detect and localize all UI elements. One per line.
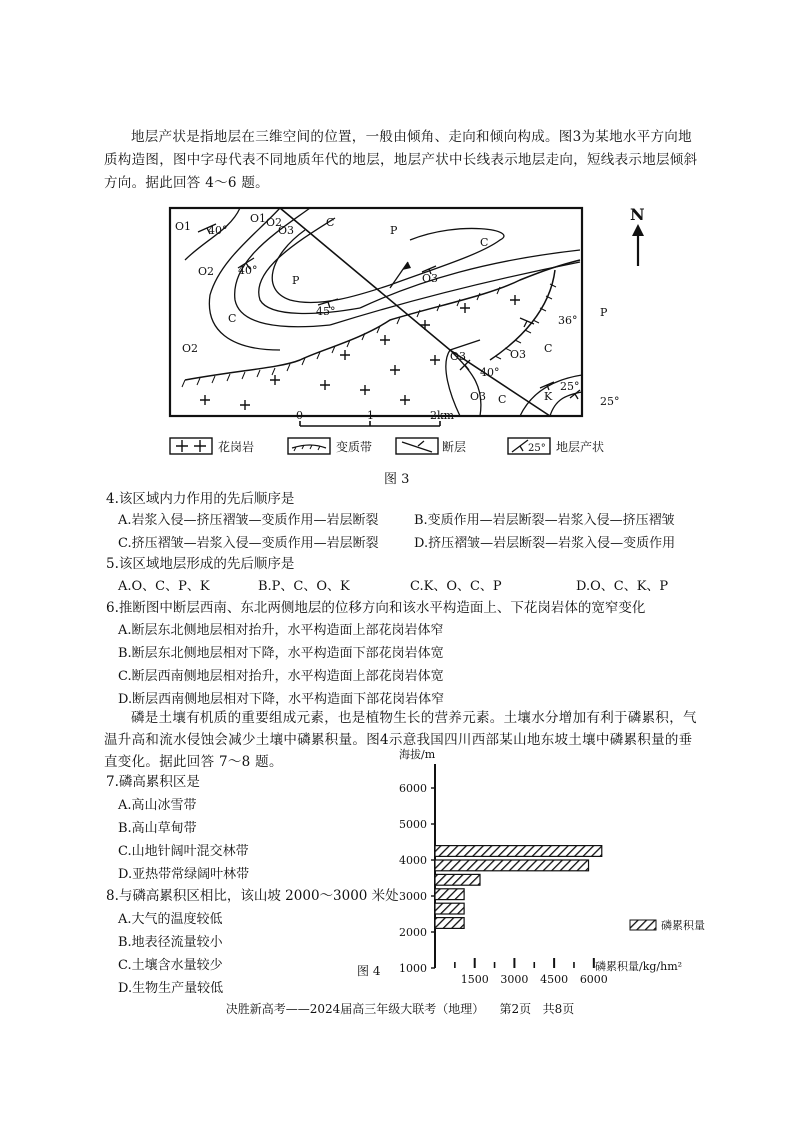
legend-metamorphic: 变质带 <box>336 440 373 454</box>
y-tick-label: 6000 <box>399 782 427 795</box>
intro-paragraph-1: 地层产状是指地层在三维空间的位置，一般由倾角、走向和倾向构成。图3为某地水平方向地质构造图，图中字母代表不同地质年代的地层，地层产状中长线表示地层走向，短线表示地层倾斜方向。据此回答 4～6 题。 <box>104 129 698 191</box>
figure-3-caption: 图 3 <box>384 472 410 487</box>
stratum-label: C <box>326 216 335 229</box>
scale-label-1: 1 <box>367 409 374 422</box>
figure-3-legend <box>170 438 604 454</box>
stratum-label: O3 <box>450 350 467 363</box>
x-tick-label: 3000 <box>500 973 529 986</box>
legend-attitude-sample: 25° <box>528 443 546 454</box>
bar <box>435 874 480 885</box>
q6-option-b: B.断层东北侧地层相对下降，水平构造面下部花岗岩体宽 <box>118 646 444 661</box>
figure-4-caption: 图 4 <box>357 964 381 978</box>
bar <box>435 846 602 857</box>
scale-label-2: 2km <box>430 409 455 422</box>
intro-paragraph-2: 磷是土壤有机质的重要组成元素，也是植物生长的营养元素。土壤水分增加有利于磷累积，气温升高和流水侵蚀会减少土壤中磷累积量。图4示意我国四川西部某山地东坡土壤中磷累积量的垂直变化。据此回答 7～8 题。 <box>104 710 697 770</box>
stratum-label: P <box>390 224 398 237</box>
y-tick-label: 3000 <box>399 890 427 903</box>
stratum-label: O3 <box>278 224 295 237</box>
bar <box>435 860 589 871</box>
bar <box>435 903 464 914</box>
stratum-label: O3 <box>470 390 487 403</box>
q5-option-b: B.P、C、O、K <box>258 579 350 594</box>
bar <box>435 918 464 929</box>
q8-option-a: A.大气的温度较低 <box>118 912 223 927</box>
stratum-label: C <box>544 342 553 355</box>
x-tick-label: 6000 <box>579 973 608 986</box>
x-tick-label: 4500 <box>540 973 569 986</box>
stratum-label: K <box>544 390 553 403</box>
dip-label: 36° <box>558 314 578 327</box>
stratum-label: C <box>228 312 237 325</box>
q4-option-b: B.变质作用—岩层断裂—岩浆入侵—挤压褶皱 <box>414 513 675 528</box>
q5-option-a: A.O、C、P、K <box>118 579 210 594</box>
stratum-label: O3 <box>422 272 439 285</box>
y-tick-label: 5000 <box>399 818 427 831</box>
stratum-label: P <box>292 274 300 287</box>
q6-stem: 6.推断图中断层西南、东北两侧地层的位移方向和该水平构造面上、下花岗岩体的宽窄变化 <box>106 600 646 616</box>
dip-label: 40° <box>480 366 500 379</box>
q6-option-a: A.断层东北侧地层相对抬升，水平构造面上部花岗岩体窄 <box>118 623 444 638</box>
stratum-label: O2 <box>182 342 199 355</box>
q7-option-b: B.高山草甸带 <box>118 821 197 836</box>
figure-3-geologic-map <box>160 200 680 462</box>
north-label: N <box>630 205 645 224</box>
q8-option-b: B.地表径流量较小 <box>118 935 223 950</box>
q5-option-d: D.O、C、K、P <box>576 579 669 594</box>
y-tick-label: 1000 <box>399 962 427 975</box>
dip-label: 45° <box>316 305 336 318</box>
legend-label: 磷累积量 <box>661 919 705 932</box>
stratum-label: O2 <box>266 216 283 229</box>
dip-label: 40° <box>238 264 258 277</box>
q4-stem: 4.该区域内力作用的先后顺序是 <box>106 491 295 507</box>
x-tick-label: 1500 <box>460 973 489 986</box>
q7-option-c: C.山地针阔叶混交林带 <box>118 844 249 859</box>
dip-label: 40° <box>208 224 228 237</box>
page-footer: 决胜新高考——2024届高三年级大联考（地理） 第2页 共8页 <box>225 1002 575 1016</box>
scale-label-0: 0 <box>296 409 303 422</box>
dip-label: 25° <box>560 380 580 393</box>
q4-option-a: A.岩浆入侵—挤压褶皱—变质作用—岩层断裂 <box>118 513 379 528</box>
stratum-label: O1 <box>250 212 267 225</box>
legend-attitude: 地层产状 <box>556 440 605 454</box>
q4-option-d: D.挤压褶皱—岩层断裂—岩浆入侵—变质作用 <box>414 536 676 551</box>
stratum-label: O2 <box>198 265 215 278</box>
figure-4-chart <box>385 748 725 994</box>
y-tick-label: 4000 <box>399 854 427 867</box>
bar <box>435 889 464 900</box>
legend-swatch <box>630 920 656 930</box>
y-axis-label: 海拔/m <box>399 748 436 761</box>
q8-option-c: C.土壤含水量较少 <box>118 958 223 973</box>
legend-fault: 断层 <box>442 440 467 454</box>
y-tick-label: 2000 <box>399 926 427 939</box>
q7-stem: 7.磷高累积区是 <box>106 774 200 790</box>
q6-option-c: C.断层西南侧地层相对抬升，水平构造面上部花岗岩体宽 <box>118 669 444 684</box>
q7-option-a: A.高山冰雪带 <box>118 798 197 813</box>
x-axis-label: 磷累积量/kg/hm² <box>595 960 683 973</box>
q4-option-c: C.挤压褶皱—岩浆入侵—变质作用—岩层断裂 <box>118 536 379 551</box>
stratum-label: C <box>498 393 507 406</box>
dip-label: 25° <box>600 395 620 408</box>
stratum-label: P <box>600 306 608 319</box>
stratum-label: O3 <box>510 348 527 361</box>
q7-option-d: D.亚热带常绿阔叶林带 <box>118 867 250 882</box>
q8-option-d: D.生物生产量较低 <box>118 981 224 996</box>
q6-option-d: D.断层西南侧地层相对下降，水平构造面下部花岗岩体窄 <box>118 692 445 707</box>
legend-granite: 花岗岩 <box>218 440 255 454</box>
stratum-label: O1 <box>175 220 192 233</box>
stratum-label: C <box>480 236 489 249</box>
q5-option-c: C.K、O、C、P <box>410 579 502 594</box>
q5-stem: 5.该区域地层形成的先后顺序是 <box>106 556 295 572</box>
q8-stem: 8.与磷高累积区相比，该山坡 2000～3000 米处 <box>106 888 399 904</box>
